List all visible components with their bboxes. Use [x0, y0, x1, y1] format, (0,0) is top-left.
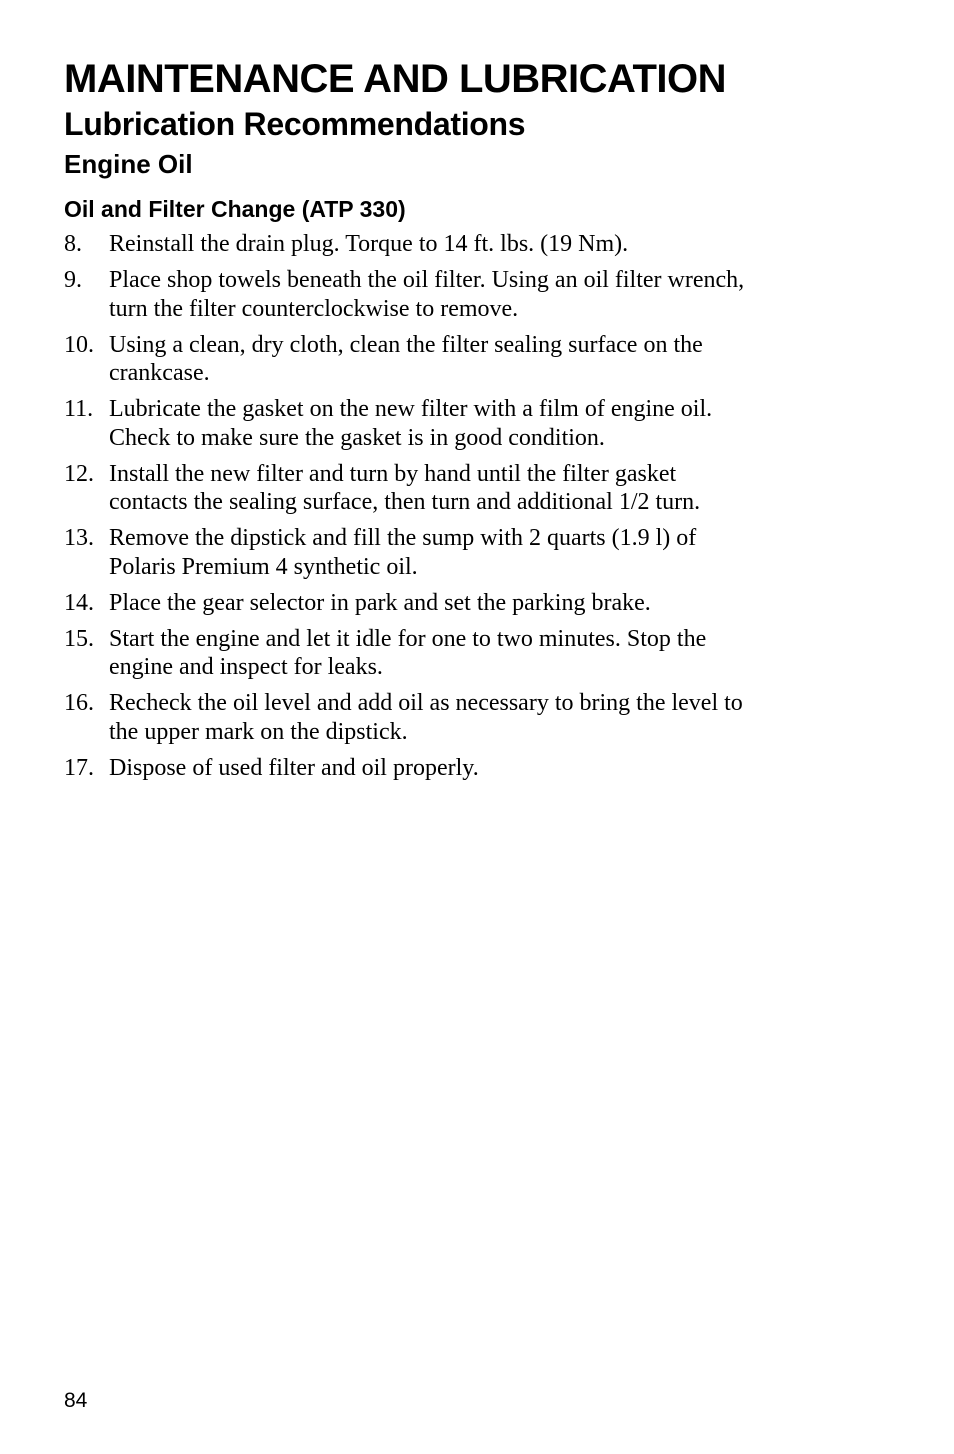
step-text [109, 266, 864, 323]
step-number: 11. [64, 396, 94, 422]
step-text [109, 331, 864, 388]
step-text [109, 625, 864, 682]
step-number: 14. [64, 589, 94, 616]
step-number: 13. [64, 525, 94, 551]
procedure-step [64, 625, 864, 682]
step-number: 12. [64, 460, 94, 487]
step-text-line: Check to make sure the gasket is in good condition. [109, 424, 605, 451]
procedure-step [64, 331, 864, 388]
step-text-line: Recheck the oil level and add oil as necessary to bring the level to [109, 690, 743, 716]
step-text-line: Using a clean, dry cloth, clean the filter sealing surface on the [109, 331, 703, 358]
step-number: 8. [64, 231, 82, 257]
step-text [109, 589, 864, 618]
step-number: 15. [64, 625, 94, 652]
step-text-line: Lubricate the gasket on the new filter with a film of engine oil. [109, 396, 713, 422]
step-text-line: Polaris Premium 4 synthetic oil. [109, 553, 418, 580]
step-text [109, 754, 864, 783]
subsection-title: Engine Oil [64, 149, 193, 179]
step-text-line: turn the filter counterclockwise to remove. [109, 295, 519, 322]
procedure-step [64, 230, 864, 259]
page-number: 84 [64, 1389, 88, 1412]
procedure-step [64, 689, 864, 746]
step-text-line: the upper mark on the dipstick. [109, 718, 408, 745]
procedure-step [64, 589, 864, 618]
step-number: 9. [64, 267, 82, 293]
step-text-line: Dispose of used filter and oil properly. [109, 754, 479, 781]
step-text [109, 230, 864, 259]
procedure-step [64, 460, 864, 517]
procedure-step [64, 266, 864, 323]
step-text-line: Place the gear selector in park and set the parking brake. [109, 589, 651, 616]
procedure-title: Oil and Filter Change (ATP 330) [64, 196, 406, 222]
step-text-line: Remove the dipstick and fill the sump with 2 quarts (1.9 l) of [109, 525, 697, 551]
step-text-line: Start the engine and let it idle for one to two minutes. Stop the [109, 625, 707, 652]
procedure-step [64, 524, 864, 581]
step-text [109, 395, 864, 452]
step-text-line: Reinstall the drain plug. Torque to 14 ft. lbs. (19 Nm). [109, 231, 629, 257]
step-text-line: contacts the sealing surface, then turn and additional 1/2 turn. [109, 489, 701, 515]
step-text-line: Install the new filter and turn by hand until the filter gasket [109, 460, 677, 487]
step-number: 17. [64, 754, 94, 781]
step-text-line: engine and inspect for leaks. [109, 654, 383, 680]
step-text-line: Place shop towels beneath the oil filter. Using an oil filter wrench, [109, 267, 745, 293]
step-number: 10. [64, 331, 94, 358]
step-text [109, 460, 864, 517]
chapter-title: MAINTENANCE AND LUBRICATION [64, 57, 727, 101]
procedure-step [64, 754, 864, 783]
step-text [109, 524, 864, 581]
step-number: 16. [64, 690, 94, 716]
procedure-steps [64, 230, 864, 790]
procedure-step [64, 395, 864, 452]
section-title: Lubrication Recommendations [64, 106, 526, 142]
step-text-line: crankcase. [109, 360, 210, 386]
step-text [109, 689, 864, 746]
